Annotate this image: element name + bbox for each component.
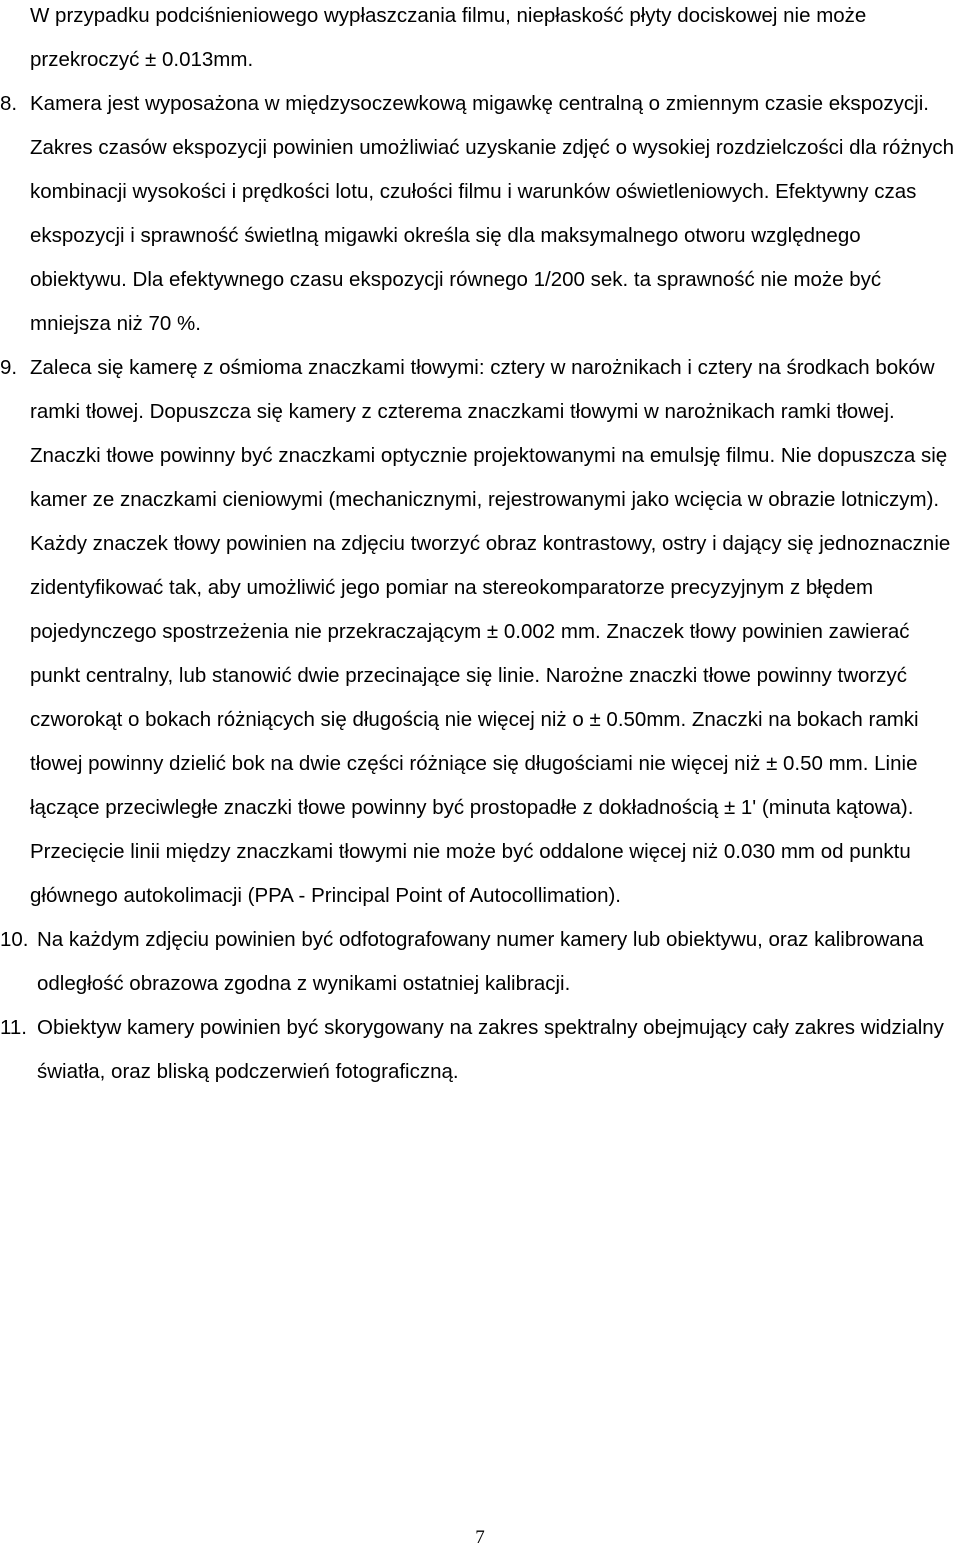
list-item-text: Kamera jest wyposażona w międzysoczewkową migawkę centralną o zmiennym czasie ekspozycji. Zakres czasów ekspozycji powinien umożliwiać uzyskanie zdjęć o wysokiej rozdzielczości dla różnych kombinacji wysokości i prędkości lotu, czułości filmu i warunków oświetleniowych. Efektywny czas ekspozycji i sprawność świetlną migawki określa się dla maksymalnego otworu względnego obiektywu. Dla efektywnego czasu ekspozycji równego 1/200 sek. ta sprawność nie może być mniejsza niż 70 %. [30, 92, 955, 335]
list-item-text: Zaleca się kamerę z ośmioma znaczkami tłowymi: cztery w narożnikach i cztery na środkach boków ramki tłowej. Dopuszcza się kamery z czterema znaczkami tłowymi w narożnikach ramki tłowej. Znaczki tłowe powinny być znaczkami optycznie projektowanymi na emulsję filmu. Nie dopuszcza się kamer ze znaczkami cieniowymi (mechanicznymi, rejestrowanymi jako wcięcia w obrazie lotniczym). Każdy znaczek tłowy powinien na zdjęciu tworzyć obraz kontrastowy, ostry i dający się jednoznacznie zidentyfikować tak, aby umożliwić jego pomiar na stereokomparatorze precyzyjnym z błędem pojedynczego spostrzeżenia nie przekraczającym ± 0.002 mm. Znaczek tłowy powinien zawierać punkt centralny, lub stanowić dwie przecinające się linie. Narożne znaczki tłowe powinny tworzyć czworokąt o bokach różniących się długością nie więcej niż o ± 0.50mm. Znaczki na bokach ramki tłowej powinny dzielić bok na dwie części różniące się długościami nie więcej niż ± 0.50 mm. Linie łączące przeciwległe znaczki tłowe powinny być prostopadłe z dokładnością ± 1' (minuta kątowa). Przecięcie linii między znaczkami tłowymi nie może być oddalone więcej niż 0.030 mm od punktu głównego autokolimacji (PPA - Principal Point of Autocollimation). [30, 356, 951, 907]
list-item-10 [0, 918, 955, 1006]
list-item-text: Na każdym zdjęciu powinien być odfotografowany numer kamery lub obiektywu, oraz kalibrowana odległość obrazowa zgodna z wynikami ostatniej kalibracji. [37, 928, 924, 995]
list-item-11 [0, 1006, 955, 1094]
intro-paragraph: W przypadku podciśnieniowego wypłaszczania filmu, niepłaskość płyty dociskowej nie może przekroczyć ± 0.013mm. [30, 4, 867, 71]
list-item-number: 8. [0, 92, 18, 115]
list-item-number: 9. [0, 356, 18, 379]
list-item-text: Obiektyw kamery powinien być skorygowany na zakres spektralny obejmujący cały zakres widzialny światła, oraz bliską podczerwień fotograficzną. [37, 1016, 944, 1083]
list-item-number: 10. [0, 928, 29, 951]
list-item-8 [0, 82, 955, 346]
page-number: 7 [475, 1527, 485, 1548]
list-item-number: 11. [0, 1016, 27, 1039]
list-item-9 [0, 346, 955, 918]
